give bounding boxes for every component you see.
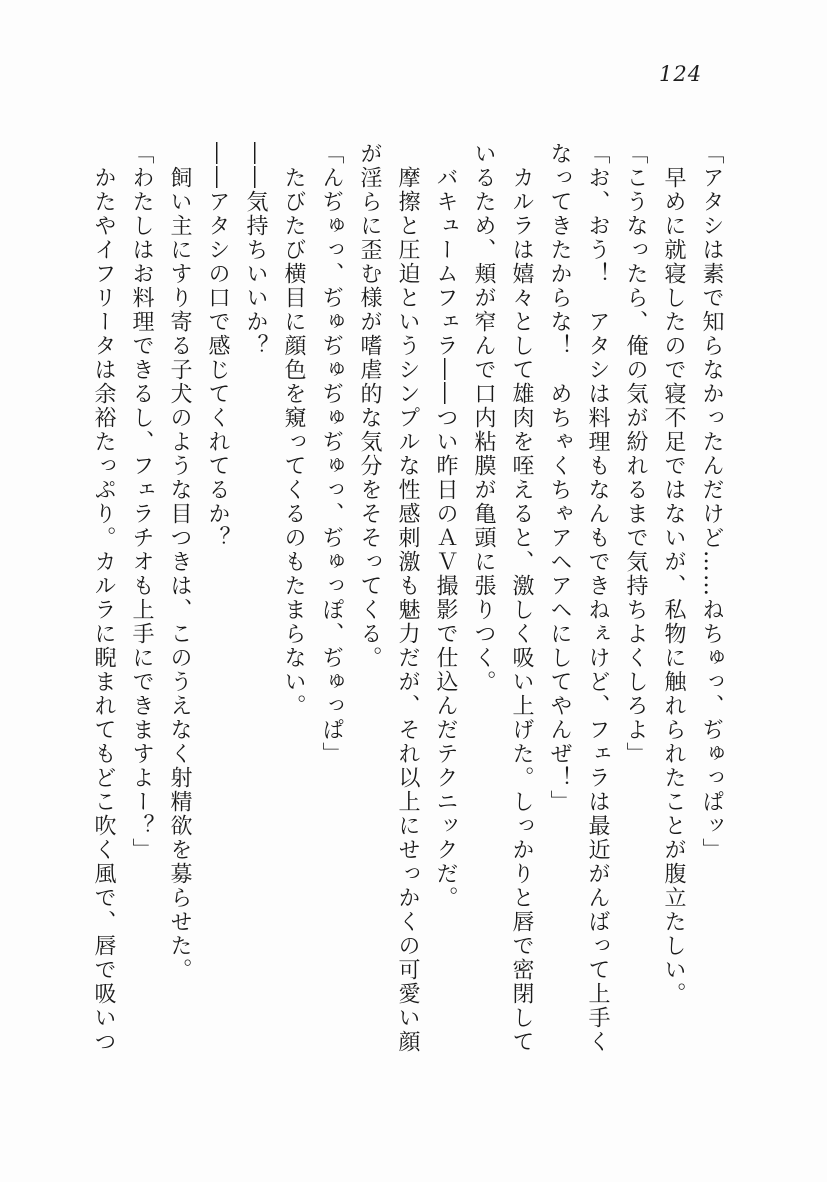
text-line: 「お、おう！ アタシは料理もなんもできねぇけど、フェラは最近がんばって上手く [585, 142, 610, 1054]
text-line: バキュームフェラ――つい昨日のＡＶ撮影で仕込んだテクニックだ。 [433, 142, 458, 910]
text-line: 早めに就寝したので寝不足ではないが、私物に触れられたことが腹立たしい。 [661, 142, 686, 1006]
text-line: なってきたからな！ めちゃくちゃアヘアヘにしてやんぜ！」 [547, 142, 572, 814]
text-line: かたやイフリータは余裕たっぷり。カルラに睨まれてもどこ吹く風で、唇で吸いつ [91, 142, 116, 1054]
text-line: 飼い主にすり寄る子犬のような目つきは、このうえなく射精欲を募らせた。 [167, 142, 192, 982]
text-line: ――アタシの口で感じてくれてるか？ [205, 142, 230, 550]
text-line: 摩擦と圧迫というシンプルな性感刺激も魅力だが、それ以上にせっかくの可愛い顔 [395, 142, 420, 1054]
text-line: 「こうなったら、俺の気が紛れるまで気持ちよくしろよ」 [623, 142, 648, 766]
text-line: たびたび横目に顔色を窺ってくるのもたまらない。 [281, 142, 306, 718]
text-line: 「アタシは素で知らなかったんだけど……ねちゅっ、ぢゅっぱッ」 [699, 142, 724, 862]
text-line: ――気持ちいいか？ [243, 142, 268, 358]
text-line: カルラは嬉々として雄肉を咥えると、激しく吸い上げた。しっかりと唇で密閉して [509, 142, 534, 1054]
text-line: が淫らに歪む様が嗜虐的な気分をそそってくる。 [357, 142, 382, 670]
page-number: 124 [659, 62, 703, 86]
text-line: いるため、頬が窄んで口内粘膜が亀頭に張りつく。 [471, 142, 496, 694]
text-line: 「わたしはお料理できるし、フェラチオも上手にできますよー？」 [129, 142, 154, 862]
text-line: 「んぢゅっ、ぢゅぢゅぢゅぢゅっ、ぢゅっぽ、ぢゅっぱ」 [319, 142, 344, 766]
text-block [84, 142, 730, 1082]
